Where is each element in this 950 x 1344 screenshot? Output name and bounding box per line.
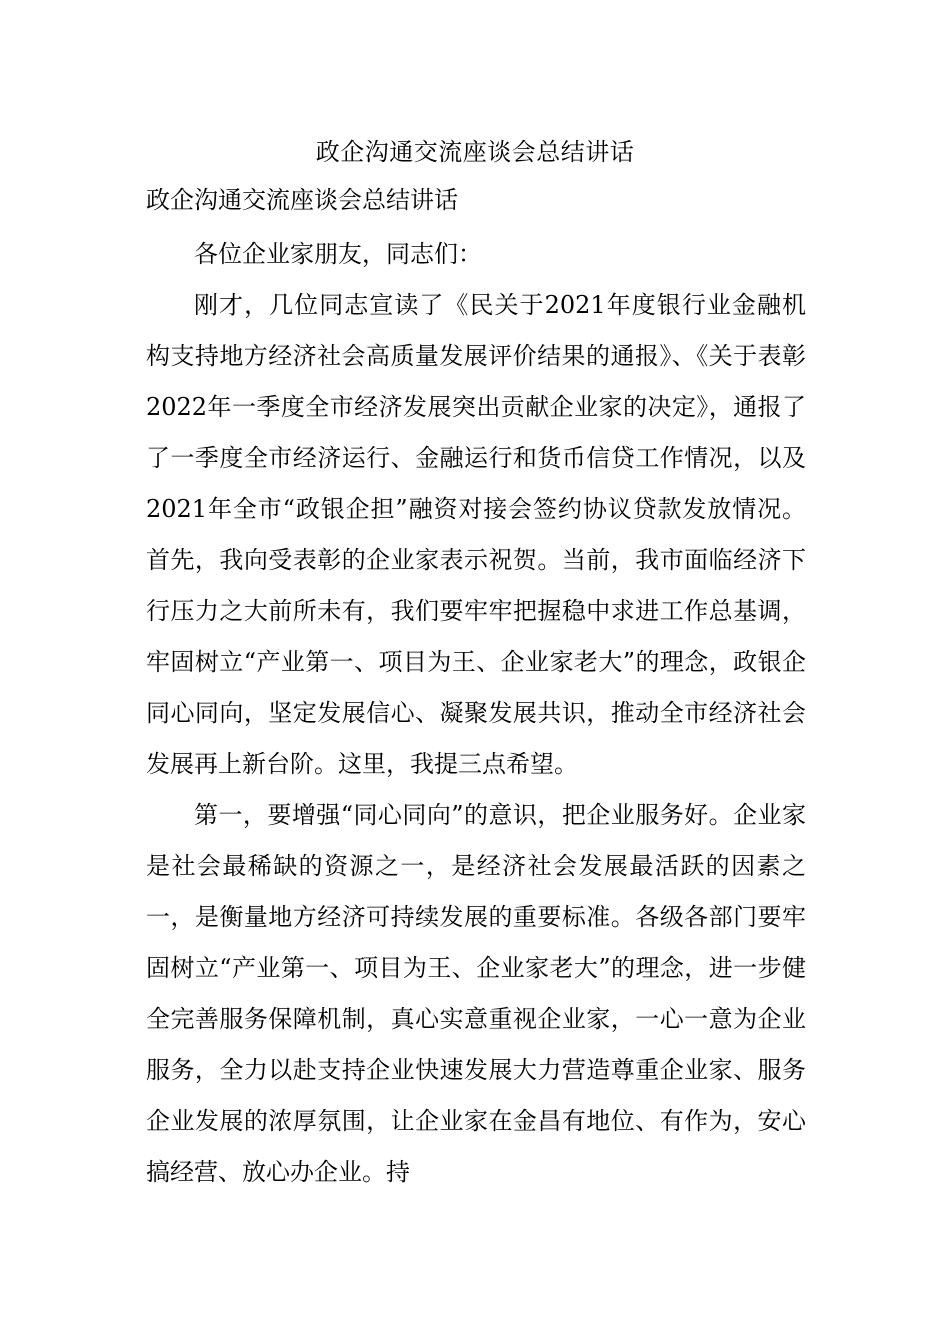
point-one-paragraph: 第一，要增强“同心同向”的意识，把企业服务好。企业家是社会最稀缺的资源之一，是经济社会发展最活跃的因素之一，是衡量地方经济可持续发展的重要标准。各级各部门要牢固树立“产业第一、项目为王、企业家老大”的理念，进一步健全完善服务保障机制，真心实意重视企业家，一心一意为企业服务，全力以赴支持企业快速发展大力营造尊重企业家、服务企业发展的浓厚氛围，让企业家在金昌有地位、有作为，安心搞经营、放心办企业。持	[146, 801, 806, 1186]
document-subtitle: 政企沟通交流座谈会总结讲话	[146, 186, 458, 214]
document-body	[146, 229, 806, 1198]
salutation-paragraph: 各位企业家朋友，同志们：	[194, 240, 482, 268]
document-title: 政企沟通交流座谈会总结讲话	[315, 138, 635, 166]
opening-paragraph: 刚才，几位同志宣读了《民关于2021年度银行业金融机构支持地方经济社会高质量发展评价结果的通报》、《关于表彰2022年一季度全市经济发展突出贡献企业家的决定》，通报了了一季度全市经济运行、金融运行和货币信贷工作情况，以及2021年全市“政银企担”融资对接会签约协议贷款发放情况。首先，我向受表彰的企业家表示祝贺。当前，我市面临经济下行压力之大前所未有，我们要牢牢把握稳中求进工作总基调，牢固树立“产业第一、项目为王、企业家老大”的理念，政银企同心同向，坚定发展信心、凝聚发展共识，推动全市经济社会发展再上新台阶。这里，我提三点希望。	[146, 291, 806, 778]
